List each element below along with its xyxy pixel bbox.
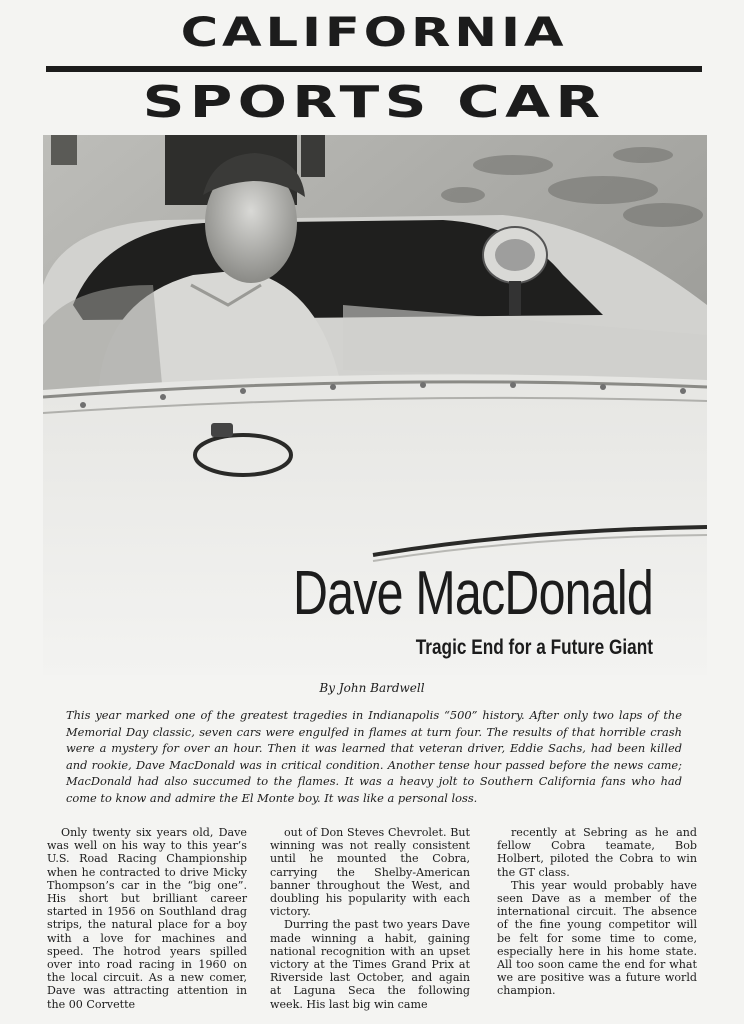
column-paragraph: recently at Sebring as he and fellow Cobra teamate, Bob Holbert, piloted the Cobra to win the GT class. — [497, 826, 697, 879]
driver-photo — [43, 135, 707, 675]
masthead-sports-car: SPORTS CAR — [142, 77, 606, 128]
byline: By John Bardwell — [319, 681, 425, 695]
column-paragraph: Durring the past two years Dave made winning a habit, gaining national recognition with an upset victory at the Times Grand Prix at Riverside last October, and again at Laguna Seca the following week. His last big win came — [270, 918, 470, 1011]
article-column-3 — [497, 826, 697, 998]
article-column-2 — [270, 826, 470, 1011]
article-subhead: Tragic End for a Future Giant — [415, 636, 653, 659]
column-paragraph: out of Don Steves Chevrolet. But winning was not really consistent until he mounted the Cobra, carrying the Shelby-American banner throughout the West, and doubling his popularity with each victory. — [270, 826, 470, 919]
masthead-rule — [46, 66, 702, 72]
masthead-california: CALIFORNIA — [180, 10, 568, 56]
intro-paragraph: This year marked one of the greatest tragedies in Indianapolis “500” history. After only two laps of the Memorial Day classic, seven cars were engulfed in flames at turn four. The results of that horrible crash were a mystery for over an hour. Then it was learned that veteran driver, Eddie Sachs, had been killed and rookie, Dave MacDonald was in critical condition. Another tense hour passed before the news came; MacDonald had also succumed to the flames. It was a heavy jolt to Southern California fans who had come to know and admire the El Monte boy. It was like a personal loss. — [66, 708, 682, 805]
column-paragraph: This year would probably have seen Dave as a member of the international circuit. The absence of the fine young competitor will be felt for some time to come, especially here in his home state. All too soon came the end for what we are positive was a future world champion. — [497, 878, 697, 998]
column-paragraph: Only twenty six years old, Dave was well on his way to this year’s U.S. Road Racing Championship when he contracted to drive Micky Thompson’s car in the “big one”. His short but brilliant career started in 1956 on Southland drag strips, the natural place for a boy with a love for machines and speed. The hotrod years spilled over into road racing in 1960 on the local circuit. As a new comer, Dave was attracting attention in the 00 Corvette — [47, 826, 247, 1011]
article-column-1 — [47, 826, 247, 1011]
article-headline: Dave MacDonald — [292, 559, 653, 628]
